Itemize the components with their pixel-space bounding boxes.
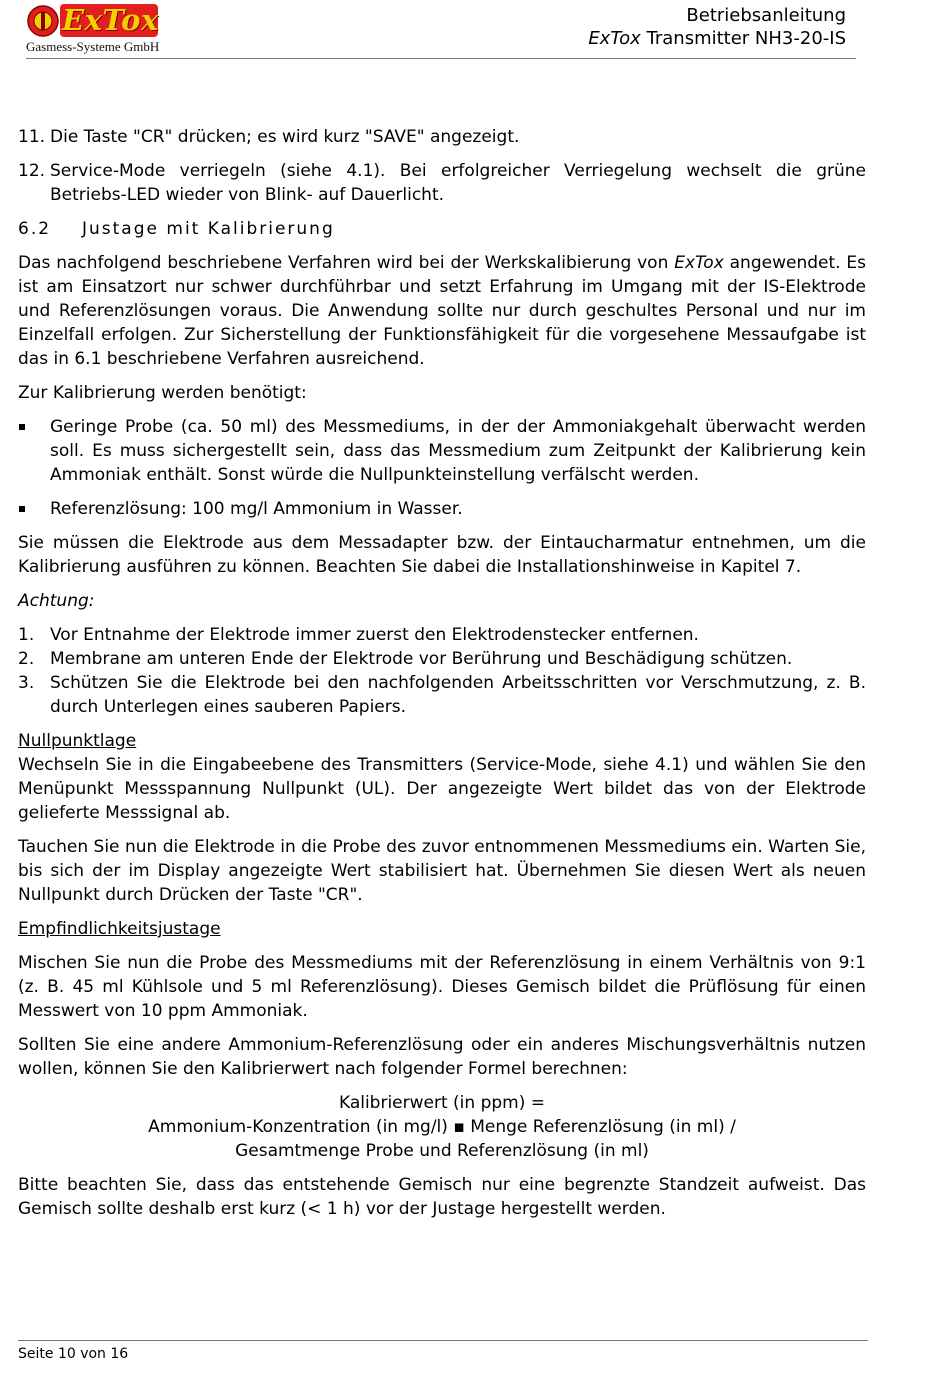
page-header <box>26 0 856 59</box>
caution-text: Membrane am unteren Ende der Elektrode vor Berührung und Beschädigung schützen. <box>50 649 793 669</box>
step-text: Die Taste "CR" drücken; es wird kurz "SAVE" angezeigt. <box>50 127 520 147</box>
doc-type: Betriebsanleitung <box>686 5 846 26</box>
page-content <box>18 125 866 1231</box>
doc-title <box>588 27 846 50</box>
requirement-text: Referenzlösung: 100 mg/l Ammonium in Wasser. <box>50 499 463 519</box>
caution-number: 2. <box>18 649 35 669</box>
sensitivity-paragraph-1: Mischen Sie nun die Probe des Messmediums mit der Referenzlösung in einem Verhältnis von 9:1 (z. B. 45 ml Kühlsole und 5 ml Referenzlösung). Dieses Gemisch bildet die Prüflösung für einen Messwert von 10 ppm Ammoniak. <box>18 953 866 1021</box>
formula-line-2: Ammonium-Konzentration (in mg/l) ▪ Menge Referenzlösung (in ml) / <box>148 1117 736 1137</box>
caution-number: 3. <box>18 673 35 693</box>
closing-paragraph: Bitte beachten Sie, dass das entstehende Gemisch nur eine begrenzte Standzeit aufweist. Das Gemisch sollte deshalb erst kurz (< 1 h) vor der Justage hergestellt werden. <box>18 1175 866 1219</box>
step-number: 11. <box>18 127 46 147</box>
removal-paragraph: Sie müssen die Elektrode aus dem Messadapter bzw. der Eintaucharmatur entnehmen, um die Kalibrierung ausführen zu können. Beachten Sie dabei die Installationshinweise in Kapitel 7. <box>18 533 866 577</box>
doc-title-brand: ExTox <box>588 28 641 49</box>
intro-brand: ExTox <box>674 253 724 273</box>
caution-label: Achtung: <box>18 591 95 611</box>
requirement-item <box>18 497 866 521</box>
formula-line-1: Kalibrierwert (in ppm) = <box>338 1093 546 1113</box>
doc-title-rest: Transmitter NH3-20-IS <box>640 28 846 49</box>
sensitivity-heading: Empfindlichkeitsjustage <box>18 919 221 939</box>
caution-text: Vor Entnahme der Elektrode immer zuerst den Elektrodenstecker entfernen. <box>50 625 699 645</box>
sensitivity-paragraph-2: Sollten Sie eine andere Ammonium-Referenzlösung oder ein anderes Mischungsverhältnis nutzen wollen, können Sie den Kalibrierwert nach folgender Formel berechnen: <box>18 1035 866 1079</box>
caution-number: 1. <box>18 625 35 645</box>
step-item <box>18 125 866 149</box>
logo-subtitle: Gasmess-Systeme GmbH <box>26 39 160 54</box>
zero-point-paragraph-2: Tauchen Sie nun die Elektrode in die Probe des zuvor entnommenen Messmediums ein. Warten Sie, bis sich der im Display angezeigte Wert stabilisiert hat. Übernehmen Sie diesen Wert als neuen Nullpunkt durch Drücken der Taste "CR". <box>18 837 866 905</box>
page-footer <box>18 1340 868 1362</box>
step-number: 12. <box>18 161 46 181</box>
logo-wordmark: ExTox <box>62 3 159 37</box>
requirement-item <box>18 415 866 487</box>
calibration-formula <box>18 1091 866 1163</box>
caution-item <box>18 671 866 719</box>
caution-item <box>18 647 866 671</box>
formula-line-3: Gesamtmenge Probe und Referenzlösung (in ml) <box>235 1141 649 1161</box>
zero-point-paragraph-1: Wechseln Sie in die Eingabeebene des Transmitters (Service-Mode, siehe 4.1) und wählen Sie den Menüpunkt Messspannung Nullpunkt (UL). Der angezeigte Wert bildet das von der Elektrode gelieferte Messsignal ab. <box>18 755 866 823</box>
section-title: Justage mit Kalibrierung <box>82 219 335 239</box>
needed-label: Zur Kalibrierung werden benötigt: <box>18 383 307 403</box>
intro-paragraph <box>18 251 866 371</box>
caution-text: Schützen Sie die Elektrode bei den nachfolgenden Arbeitsschritten vor Verschmutzung, z. B. durch Unterlegen eines sauberen Papiers. <box>50 673 866 717</box>
bullet-icon <box>19 424 25 430</box>
intro-text-end: angewendet. Es ist am Einsatzort nur schwer durchführbar und setzt Erfahrung im Umgang mit der IS-Elektrode und Referenzlösungen voraus. Die Anwendung sollte nur durch geschultes Personal und nur im Einzelfall erfolgen. Zur Sicherstellung der Funktionsfähigkeit für die vorgesehene Messaufgabe ist das in 6.1 beschriebene Verfahren ausreichend. <box>18 253 866 369</box>
extox-logo <box>26 2 166 54</box>
step-text: Service-Mode verriegeln (siehe 4.1). Bei erfolgreicher Verriegelung wechselt die grüne Betriebs-LED wieder von Blink- auf Dauerlicht. <box>50 161 866 205</box>
section-heading <box>18 217 866 241</box>
requirement-text: Geringe Probe (ca. 50 ml) des Messmediums, in der der Ammoniakgehalt überwacht werden soll. Es muss sichergestellt sein, dass das Messmedium zum Zeitpunkt der Kalibrierung kein Ammoniak enthält. Sonst würde die Nullpunkteinstellung verfälscht werden. <box>50 417 866 485</box>
step-item <box>18 159 866 207</box>
section-number: 6.2 <box>18 219 52 239</box>
zero-point-heading: Nullpunktlage <box>18 731 137 751</box>
intro-text-start: Das nachfolgend beschriebene Verfahren wird bei der Werkskalibierung von <box>18 253 675 273</box>
bullet-icon <box>19 506 25 512</box>
caution-item <box>18 623 866 647</box>
header-title-block <box>588 4 846 50</box>
logo-mark-icon <box>26 4 60 38</box>
page-number: Seite 10 von 16 <box>18 1346 129 1362</box>
